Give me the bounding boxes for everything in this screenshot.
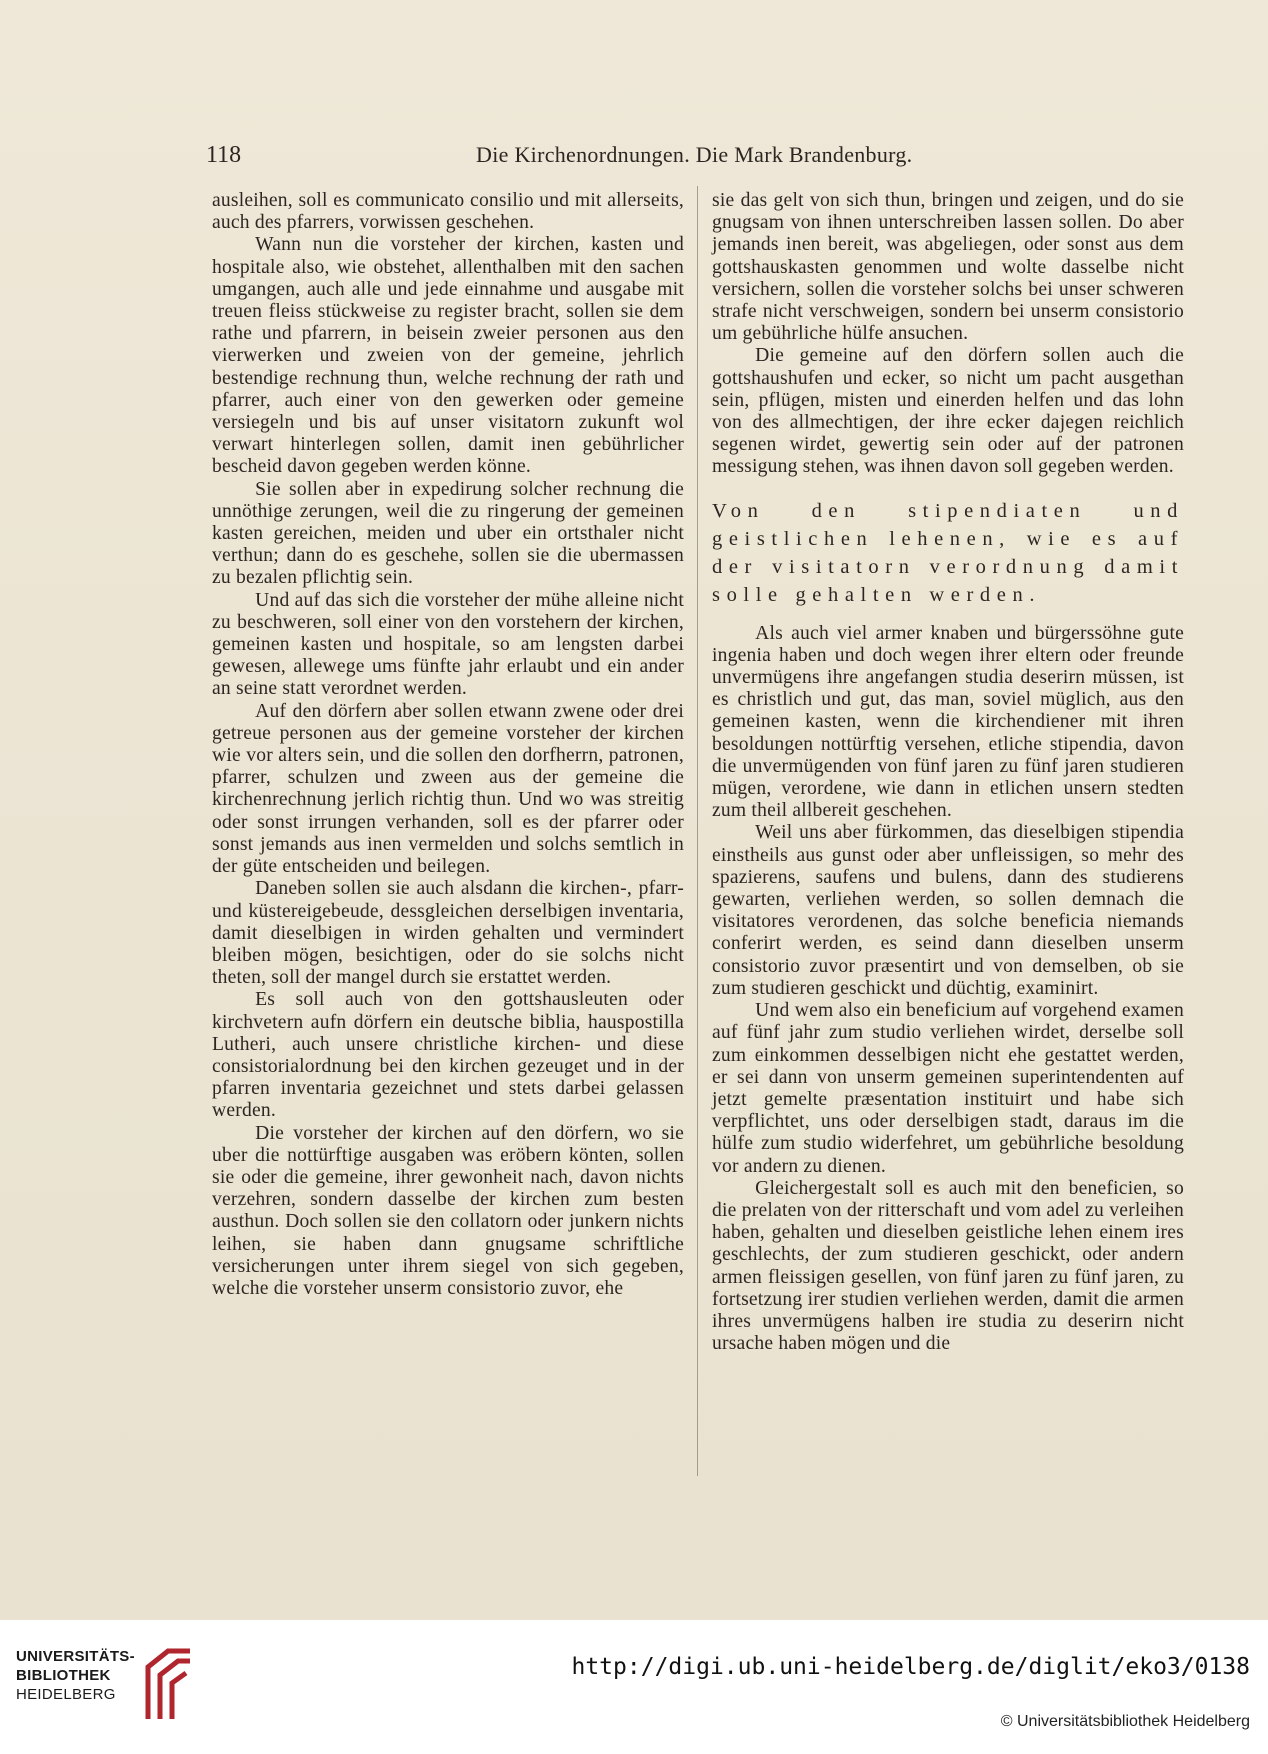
library-emblem-icon — [138, 1645, 194, 1723]
permalink-url[interactable]: http://digi.ub.uni-heidelberg.de/diglit/eko3/0138 — [571, 1654, 1250, 1680]
paragraph: Es soll auch von den gottshausleuten oder kirchvetern aufn dörfern ein deutsche biblia, hauspostilla Lutheri, auch unsere christliche kirchen- und diese consistorialordnung bei den kirchen gezeuget und in der pfarren inventaria gezeichnet und stets darbei gelassen werden. — [212, 989, 684, 1122]
copyright-notice: © Universitätsbibliothek Heidelberg — [1000, 1713, 1250, 1730]
paragraph: Und auf das sich die vorsteher der mühe alleine nicht zu beschweren, soll einer von den vorstehern der kirchen, gemeinen kasten und hospitale, so am lengsten darbei gewesen, allewege ums fünfte jahr erlaubt und ein ander an seine statt verordnet werden. — [212, 589, 684, 700]
logo-wordmark — [16, 1647, 135, 1704]
paragraph: Wann nun die vorsteher der kirchen, kasten und hospitale also, wie obstehet, allenthalben mit den sachen umgangen, auch alle und jede einnahme und ausgabe mit treuen fleiss stückweise zu register bracht, sollen sie dem rathe und pfarrern, in beisein zweier personen aus den vierwerken und zweien von der gemeine, jehrlich bestendige rechnung thun, welche rechnung der rath und pfarrer, auch einer von den gewerken oder gemeine versiegeln und bis auf unser visitatorn zukunft wol verwart hinterlegen sollen, damit inen gebührlicher bescheid davon gegeben werden könne. — [212, 234, 684, 478]
running-head: Die Kirchenordnungen. Die Mark Brandenburg. — [476, 142, 913, 167]
paragraph: ausleihen, soll es communicato consilio und mit allerseits, auch des pfarrers, vorwissen geschehen. — [212, 190, 684, 234]
paragraph: Als auch viel armer knaben und bürgerssöhne gute ingenia haben und doch wegen ihrer eltern oder freunde unvermügens ihre angefangen studia deserirn müssen, ist es christlich und gut, das man, soviel müglich, aus den gemeinen kasten, wenn die kirchendiener mit ihren besoldungen nottürftig versehen, etliche stipendia, davon die unvermügenden von fünf jaren zu fünf jaren studieren mügen, verordene, wie dann in etlichen unsern stedten zum theil allbereit geschehen. — [712, 622, 1184, 822]
paragraph: Gleichergestalt soll es auch mit den beneficien, so die prelaten von der ritterschaft und vom adel zu verleihen haben, gehalten und dieselben geistliche lehen einem ires geschlechts, der zum studieren geschickt, oder andern armen fleissigen gesellen, von fünf jaren zu fünf jaren, zu fortsetzung irer studien verliehen werden, damit die armen ihres unvermügens halben ire studia zu deserirn nicht ursache haben mögen und die — [712, 1177, 1184, 1355]
paragraph: Weil uns aber fürkommen, das dieselbigen stipendia einstheils aus gunst oder aber unfleissigen, so mehr des spazierens, saufens und bulens, dann des studierens gewarten, verliehen werden, so sollen demnach die visitatores verordenen, das solche beneficia niemands conferirt werden, es seind dann dieselben unserm consistorio zuvor præsentirt und von demselben, ob sie zum studieren geschickt und düchtig, examinirt. — [712, 822, 1184, 999]
page-number: 118 — [206, 142, 242, 168]
logo-line: BIBLIOTHEK — [16, 1667, 111, 1684]
page-header — [206, 142, 1181, 170]
logo-line: HEIDELBERG — [16, 1686, 116, 1703]
left-column — [212, 190, 684, 1300]
right-column — [712, 190, 1184, 1355]
paragraph: Und wem also ein beneficium auf vorgehend examen auf fünf jahr zum studio verliehen wirdet, derselbe soll zum einkommen desselbigen nicht ehe gestattet werden, er sei dann von unserm gemeinen superintendenten auf jetzt gemelte præsentation instituirt und habe sich verpflichtet, uns oder derselbigen stadt, daraus im die hülfe zum studio widerfehret, um gebührliche besoldung vor andern zu dienen. — [712, 1000, 1184, 1177]
paragraph: Daneben sollen sie auch alsdann die kirchen-, pfarr- und küstereigebeude, dessgleichen derselbigen inventaria, damit dieselbigen in wirden gehalten und vermindert bleiben mögen, besichtigen, oder do sie solchs nicht theten, soll der mangel durch sie erstattet werden. — [212, 878, 684, 989]
paragraph: Auf den dörfern aber sollen etwann zwene oder drei getreue personen aus der gemeine vorsteher der kirchen wie vor alters sein, und die sollen den dorfherrn, patronen, pfarrer, schulzen und zween aus der gemeine die kirchenrechnung jerlich richtig thun. Und wo was streitig oder sonst irrungen verhanden, soll es der pfarrer oder sonst jemands aus inen vermelden und solchs semtlich in der güte entscheiden und beilegen. — [212, 700, 684, 878]
section-heading: Von den stipendiaten und geistlichen lehenen, wie es auf der visitatorn verordnung damit solle gehalten werden. — [712, 499, 1184, 606]
paragraph: Die gemeine auf den dörfern sollen auch die gottshaushufen und ecker, so nicht um pacht ausgethan sein, pflügen, misten und einerden helfen und das lohn von des allmechtigen, der ihre ecker dajegen reichlich segenen wirdet, gewertig sein oder auf der patronen messigung stehen, was ihnen davon soll gegeben werden. — [712, 345, 1184, 478]
paragraph: Die vorsteher der kirchen auf den dörfern, wo sie uber die nottürftige ausgaben was eröbern könten, sollen sie oder die gemeine, ihrer gewonheit nach, davon nichts verzehren, sondern dasselbe der kirchen zum besten austhun. Doch sollen sie den collatorn oder junkern nichts leihen, sie haben dann gnugsame schriftliche versicherungen unter ihrem siegel von sich gegeben, welche die vorsteher unserm consistorio zuvor, ehe — [212, 1122, 684, 1299]
column-divider — [697, 186, 698, 1476]
paragraph: sie das gelt von sich thun, bringen und zeigen, und do sie gnugsam von ihnen unterschreiben lassen sollen. Do aber jemands inen bereit, was abgeliegen, oder sonst aus dem gottshauskasten genommen und wolte dasselbe nicht versichern, sollen die vorsteher solchs bei unser schweren strafe nicht verschweigen, sondern bei unserm consistorio um gebührliche hülfe ansuchen. — [712, 190, 1184, 345]
library-logo[interactable] — [16, 1645, 206, 1725]
logo-line: UNIVERSITÄTS- — [16, 1648, 135, 1665]
paragraph: Sie sollen aber in expedirung solcher rechnung die unnöthige zerungen, weil die zu ringerung der gemeinen kasten gereichen, meiden und uber ein ortsthaler nicht verthun; dann do es geschehe, sollen sie die ubermassen zu bezalen pflichtig sein. — [212, 478, 684, 589]
